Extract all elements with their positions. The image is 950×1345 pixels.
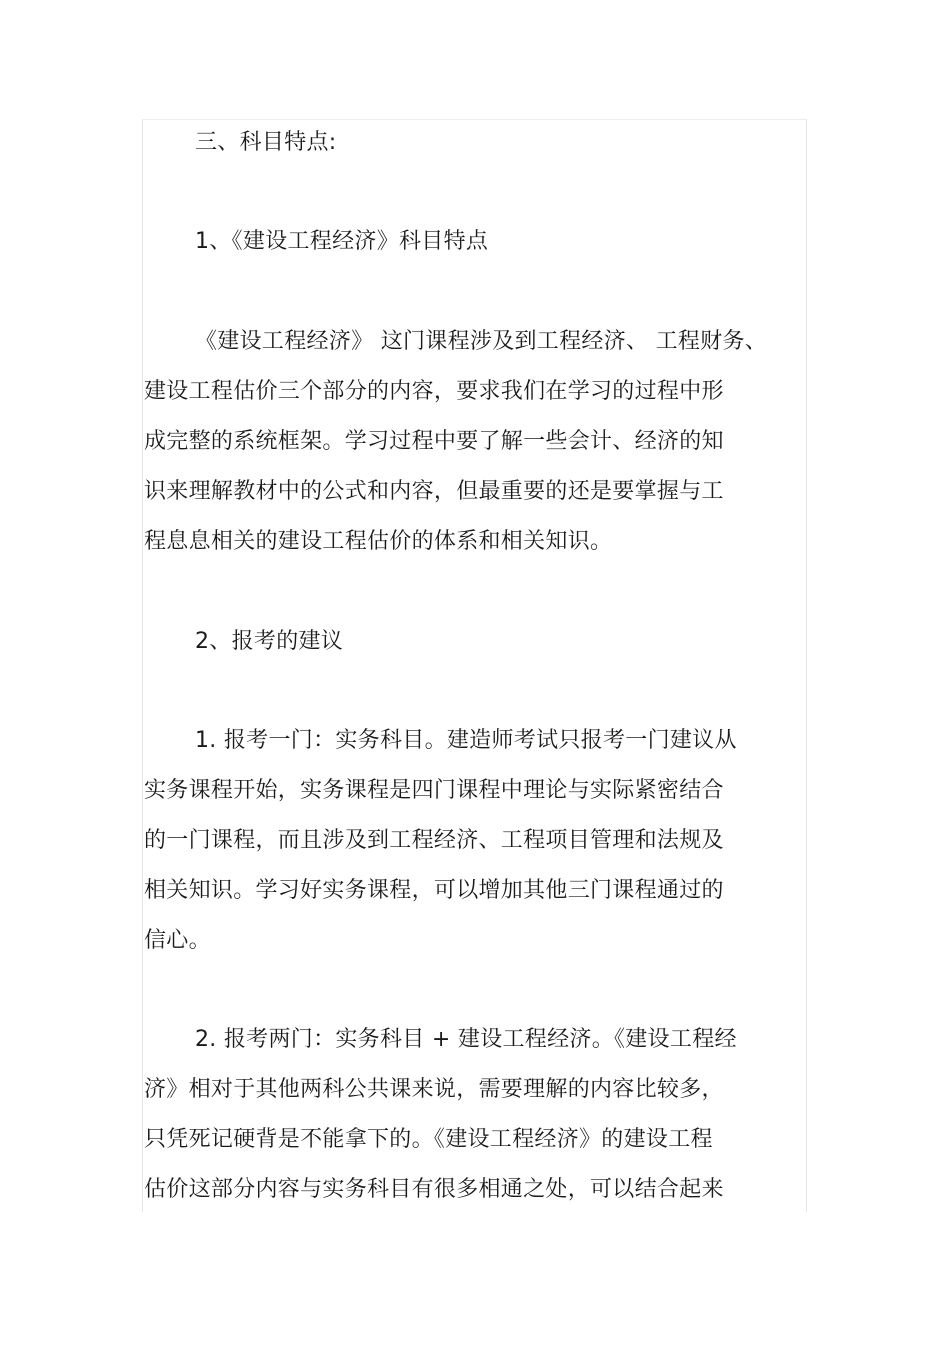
paragraph-line: 实务课程开始，实务课程是四门课程中理论与实际紧密结合 [144, 778, 724, 803]
paragraph-line: 《建设工程经济》 这门课程涉及到工程经济、 工程财务、 [195, 329, 768, 354]
paragraph-line: 2. 报考两门：实务科目 + 建设工程经济。《建设工程经 [195, 1027, 737, 1052]
paragraph-line: 成完整的系统框架。学习过程中要了解一些会计、经济的知 [144, 429, 724, 454]
paragraph-line: 信心。 [144, 928, 211, 953]
paragraph-line: 识来理解教材中的公式和内容，但最重要的还是要掌握与工 [144, 479, 724, 504]
subject1-heading: 1、《建设工程经济》科目特点 [195, 229, 489, 254]
paragraph-line: 建设工程估价三个部分的内容，要求我们在学习的过程中形 [144, 379, 724, 404]
paragraph-line: 的一门课程，而且涉及到工程经济、工程项目管理和法规及 [144, 828, 724, 853]
paragraph-line: 1. 报考一门：实务科目。建造师考试只报考一门建议从 [195, 728, 737, 753]
paragraph-line: 济》相对于其他两科公共课来说，需要理解的内容比较多， [144, 1077, 724, 1102]
paragraph-line: 程息息相关的建设工程估价的体系和相关知识。 [144, 529, 613, 554]
subject2-heading: 2、报考的建议 [195, 629, 344, 654]
paragraph-line: 相关知识。学习好实务课程，可以增加其他三门课程通过的 [144, 878, 724, 903]
section-heading: 三、科目特点: [195, 130, 337, 155]
paragraph-line: 只凭死记硬背是不能拿下的。《建设工程经济》的建设工程 [144, 1127, 713, 1152]
paragraph-line: 估价这部分内容与实务科目有很多相通之处，可以结合起来 [144, 1177, 724, 1202]
